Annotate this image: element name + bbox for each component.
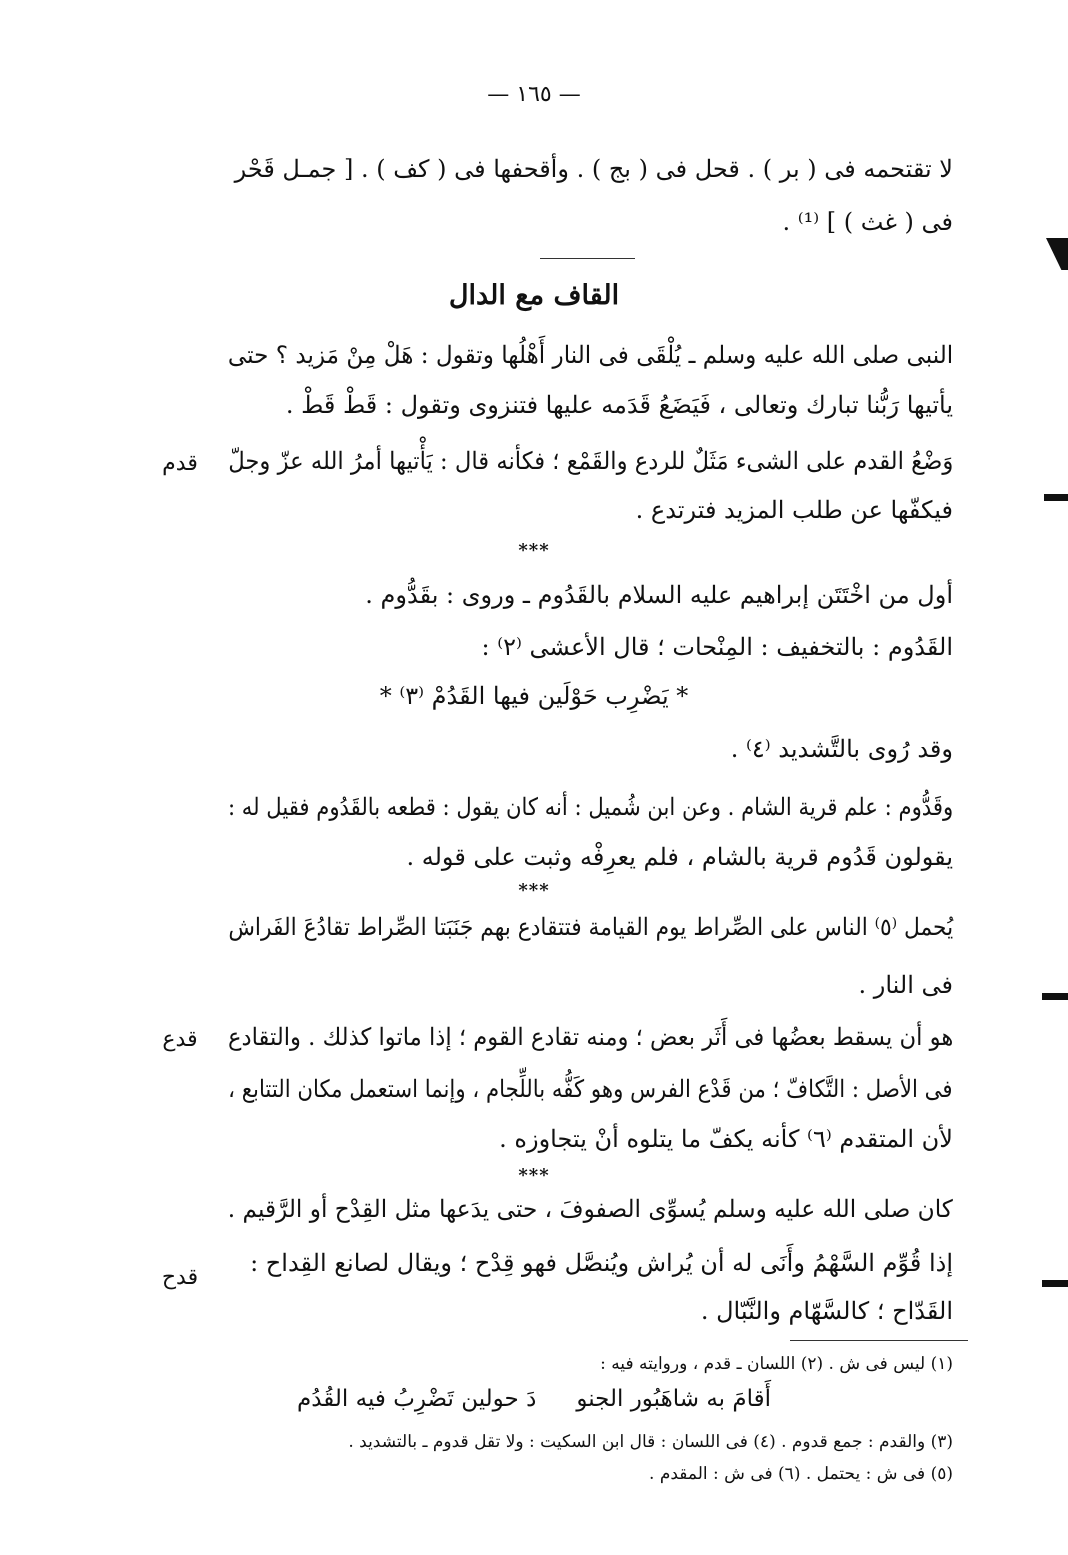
footnote-line-1: (١) ليس فى ش . (٢) اللسان ـ قدم ، وروايته فيه : — [600, 1354, 953, 1374]
qadam-second-line-3: وقد رُوى بالتَّشديد ⁽٤⁾ . — [730, 735, 953, 763]
qadam-third-line-1: وقَدُّوم : علم قرية الشام . وعن ابن شُميل : أنه كان يقول : قطعه بالقَدُوم فقيل له : — [227, 793, 953, 821]
separator-stars: *** — [518, 540, 550, 561]
separator-stars: *** — [518, 880, 550, 901]
qadam-explanation-line-2: فيكفّها عن طلب المزيد فترتدع . — [635, 496, 953, 524]
qadah-hadith-line-1: كان صلى الله عليه وسلم يُسوِّى الصفوفَ ، حتى يدَعها مثل القِدْح أو الرَّقيم . — [227, 1195, 953, 1223]
qada-explanation-line-3: لأن المتقدم ⁽٦⁾ كأنه يكفّ ما يتلوه أنْ يتجاوزه . — [499, 1125, 953, 1153]
qadam-hadith-line-1: النبى صلى الله عليه وسلم ـ يُلْقَى فى النار أَهْلُها وتقول : هَلْ مِنْ مَزيد ؟ حتى — [227, 341, 953, 369]
qadam-verse: * يَضْرِب حَوْلَين فيها القَدُمْ ⁽٣⁾ * — [379, 682, 689, 710]
footnote-line-4: (٥) فى ش : يحتمل . (٦) فى ش : المقدم . — [649, 1464, 953, 1484]
footnote-verse-second-hemistich: دَ حولين تَضْرِبُ فيه القُدُم — [296, 1386, 537, 1412]
margin-root-qada: قدع — [162, 1027, 198, 1052]
scan-edge-mark — [1044, 494, 1068, 501]
qadam-explanation-line-1: وَضْعُ القدم على الشىء مَثَلٌ للردع والقَمْع ؛ فكأنه قال : يَأْتيها أمرُ الله عزّ وجلّ — [227, 447, 953, 475]
intro-line-1: لا تقتحمه فى ( بر ) . قحل فى ( بج ) . وأقحفها فى ( كف ) . [ جمـل قَحْر — [234, 155, 953, 183]
qadam-second-line-2: القَدُوم : بالتخفيف : المِنْحات ؛ قال الأعشى ⁽٢⁾ : — [481, 633, 953, 661]
qadam-second-line-1: أول من اخْتَتَن إبراهيم عليه السلام بالقَدُوم ـ وروى : بقَدُّوم . — [365, 581, 953, 609]
page-number: — ١٦٥ — — [487, 82, 581, 107]
qada-explanation-line-2: فى الأصل : التَّكافّ ؛ من قَدْع الفرس وهو كَفُّه باللِّجام ، وإنما استعمل مكان التتابع ، — [228, 1075, 953, 1103]
section-heading: القاف مع الدال — [448, 280, 620, 311]
qadah-explanation-line-1: إذا قُوِّم السَّهْمُ وأَنَى له أن يُراش ويُنصَّل فهو قِدْح ؛ ويقال لصانع القِداح : — [250, 1249, 953, 1277]
qada-hadith-line-1: يُحمل ⁽٥⁾ الناس على الصِّراط يوم القيامة فتتقادع بهم جَنَبَتا الصِّراط تقادُعَ الفَراش — [228, 913, 953, 941]
qadam-hadith-line-2: يأتيها رَبُّنا تبارك وتعالى ، فَيَضَعُ قَدَمه عليها فتنزوى وتقول : قَطْ قَطْ . — [285, 391, 953, 419]
separator-stars: *** — [518, 1165, 550, 1186]
scan-edge-mark — [1042, 993, 1068, 1000]
qada-explanation-line-1: هو أن يسقط بعضُها فى أَثَر بعض ؛ ومنه تقادع القوم ؛ إذا ماتوا كذلك . والتقادع — [227, 1023, 953, 1051]
footnote-verse — [0, 1386, 1068, 1412]
qadam-third-line-2: يقولون قَدُوم قرية بالشام ، فلم يعرِفْه وثبت على قوله . — [406, 843, 953, 871]
footnote-rule — [790, 1340, 968, 1341]
margin-root-qadah: قدح — [161, 1265, 199, 1290]
intro-line-2: فى ( غث ) ] ⁽¹⁾ . — [782, 208, 953, 236]
margin-root-qadam: قدم — [162, 451, 198, 476]
scan-edge-mark — [1042, 1280, 1068, 1287]
section-divider — [540, 258, 635, 259]
footnote-verse-first-hemistich: أَقامَ به شاهَبُور الجنو — [576, 1386, 772, 1412]
scan-edge-mark — [1046, 238, 1068, 270]
qada-hadith-line-2: فى النار . — [858, 971, 953, 999]
qadah-explanation-line-2: القَدّاح ؛ كالسَّهّام والنَّبّال . — [700, 1297, 953, 1325]
footnote-line-3: (٣) والقدم : جمع قدوم . (٤) فى اللسان : قال ابن السكيت : ولا تقل قدوم ـ بالتشديد . — [348, 1432, 953, 1452]
